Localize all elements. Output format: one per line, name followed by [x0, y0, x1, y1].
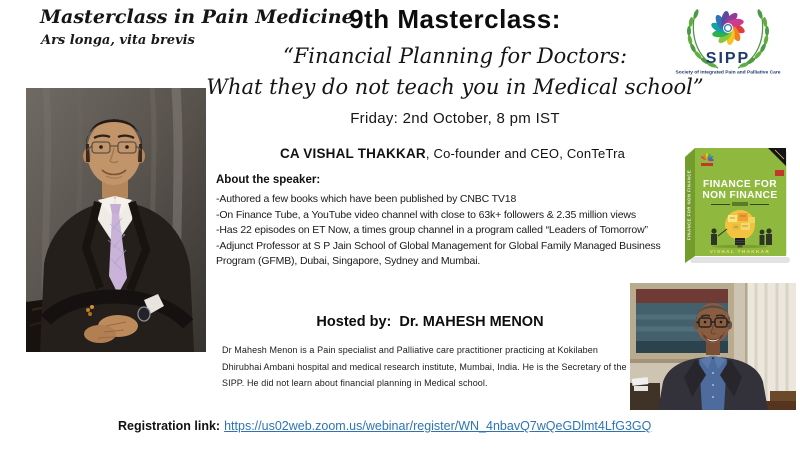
hosted-by-heading	[210, 314, 650, 330]
book-title-line1: FINANCE FOR	[702, 179, 778, 190]
speaker-title: , Co-founder and CEO, ConTeTra	[425, 146, 626, 161]
sipp-logo	[666, 2, 790, 82]
title-block	[175, 4, 735, 127]
book-author: VISHAL THAKKAR	[709, 249, 771, 254]
speaker-bullet: -Authored a few books which have been published by CNBC TV18	[216, 193, 517, 205]
registration-link[interactable]: https://us02web.zoom.us/webinar/register/WN_4nbavQ7wQeGDlmt4LfG3GQ	[224, 419, 652, 433]
event-datetime: Friday: 2nd October, 8 pm IST	[350, 110, 560, 127]
event-title: 9th Masterclass:	[349, 4, 561, 34]
quote-line-1: “Financial Planning for Doctors:	[282, 44, 628, 68]
host-photo	[630, 283, 796, 410]
hosted-by-label: Hosted by:	[316, 314, 392, 330]
about-speaker-heading: About the speaker:	[216, 174, 321, 186]
speaker-name: CA VISHAL THAKKAR	[279, 146, 426, 161]
sipp-swirl-icon	[710, 10, 747, 45]
speaker-bullet-list	[216, 192, 698, 270]
series-subtitle: Ars longa, vita brevis	[41, 33, 195, 48]
registration-line	[118, 419, 651, 433]
speaker-line	[210, 146, 695, 161]
host-name: Dr. MAHESH MENON	[399, 314, 544, 330]
registration-label: Registration link:	[118, 419, 221, 433]
host-bio: Dr Mahesh Menon is a Pain specialist and Palliative care practitioner practicing at Kokilaben Dhirubhai Ambani hospital and medical research institute, Mumbai, India. He is the Secretary of the SIPP. He did not learn about financial planning in Medical school.	[222, 345, 627, 388]
logo-organization: Society of Integrated Pain and Palliative Care	[675, 70, 781, 76]
quote-line-2: What they do not teach you in Medical school”	[206, 75, 704, 99]
speaker-photo	[26, 88, 206, 352]
book-title-line2: NON FINANCE	[702, 190, 778, 201]
finance-book	[680, 141, 795, 267]
series-title: Masterclass in Pain Medicine	[40, 6, 354, 28]
speaker-bullet: -Has 22 episodes on ET Now, a times group channel in a program called “Leaders of Tomorrow”	[216, 224, 648, 236]
speaker-bullet: -On Finance Tube, a YouTube video channel with close to 63k+ followers & 2.35 million views	[216, 208, 636, 221]
speaker-bullet: -Adjunct Professor at S P Jain School of Global Management for Global Family Managed Business Program (GFMB), Dubai, Singapore, Sydney and Mumbai.	[216, 239, 661, 267]
logo-acronym: SIPP	[705, 50, 751, 67]
book-spine-text: FINANCE FOR NON FINANCE	[686, 169, 692, 241]
